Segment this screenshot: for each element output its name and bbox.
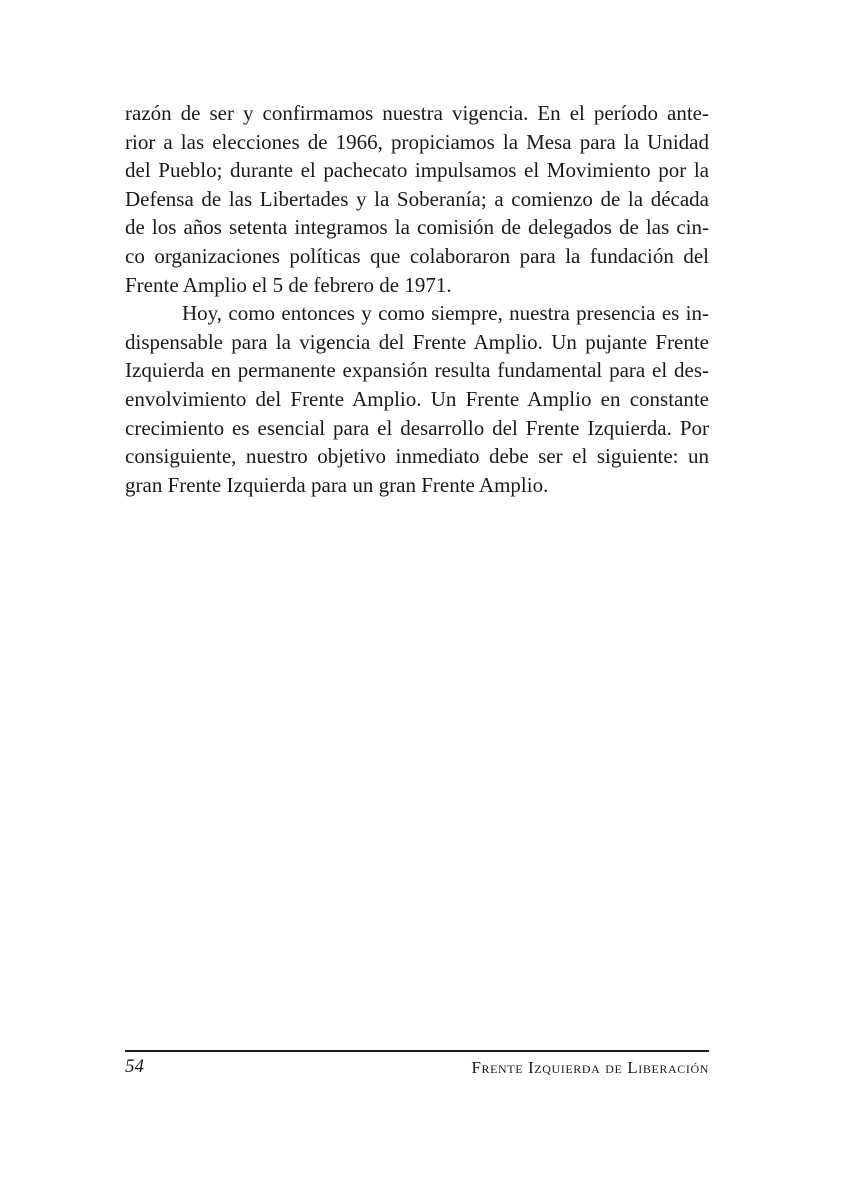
text-line: del Pueblo; durante el pachecato impulsamos el Movimiento por la: [125, 158, 709, 183]
text-line: Hoy, como entonces y como siempre, nuestra presencia es in-: [182, 301, 709, 326]
text-line: de los años setenta integramos la comisión de delegados de las cin-: [125, 215, 709, 240]
text-line: Izquierda en permanente expansión resulta fundamental para el des-: [125, 358, 709, 383]
text-line: dispensable para la vigencia del Frente Amplio. Un pujante Frente: [125, 329, 709, 354]
text-line: Defensa de las Libertades y la Soberanía; a comienzo de la década: [125, 186, 709, 211]
text-line: Frente Amplio el 5 de febrero de 1971.: [125, 272, 452, 297]
paragraph-1: [125, 99, 709, 299]
text-line: envolvimiento del Frente Amplio. Un Frente Amplio en constante: [125, 386, 709, 411]
text-line: co organizaciones políticas que colaboraron para la fundación del: [125, 243, 709, 268]
running-title: Frente Izquierda de Liberación: [471, 1058, 709, 1077]
paragraph-2: [125, 299, 709, 499]
text-line: rior a las elecciones de 1966, propiciamos la Mesa para la Unidad: [125, 129, 709, 154]
text-line: consiguiente, nuestro objetivo inmediato debe ser el siguiente: un: [125, 444, 709, 469]
text-line: crecimiento es esencial para el desarrollo del Frente Izquierda. Por: [125, 415, 709, 440]
page-number: 54: [125, 1056, 144, 1077]
text-line: gran Frente Izquierda para un gran Frente Amplio.: [125, 472, 549, 497]
footer-divider: [125, 1050, 709, 1052]
text-line: razón de ser y confirmamos nuestra vigencia. En el período ante-: [125, 101, 709, 125]
body-text: [125, 99, 709, 499]
